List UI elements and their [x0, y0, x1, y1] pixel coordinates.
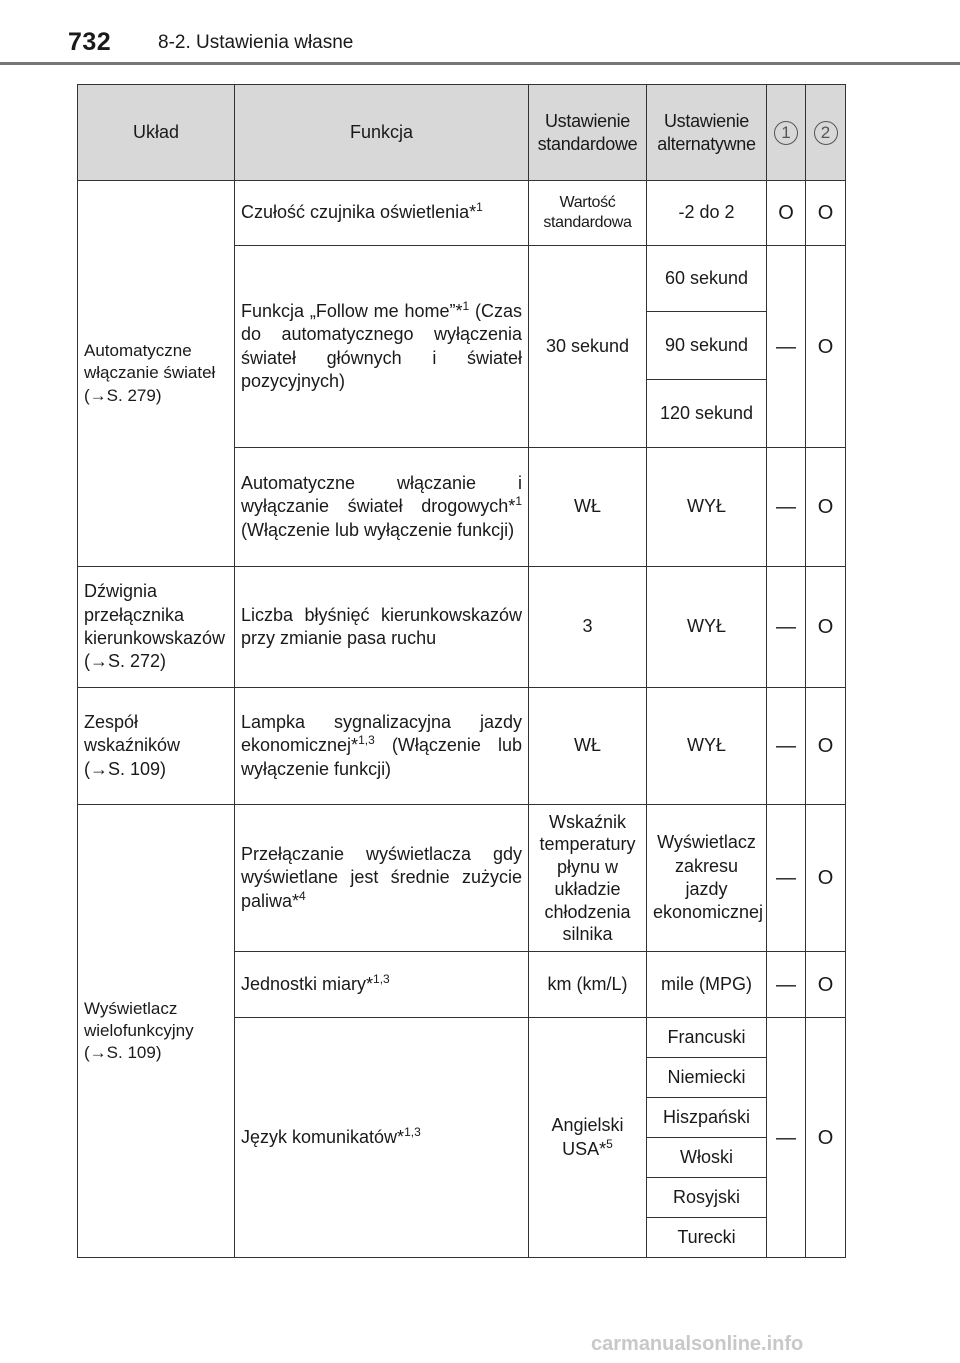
func-follow-me-home: Funkcja „Follow me home”*$^1$ (Czas do automatycznego wyłączenia świateł głównych i świateł pozycyjnych)	[235, 246, 529, 448]
category-mid: Wyświetlacz wielofunkcyjny (→S. 109)	[78, 805, 235, 1258]
default-language: Angielski USA*$^5$	[529, 1018, 647, 1258]
page-header	[0, 0, 960, 70]
default-lane-change-flashes: 3	[529, 567, 647, 688]
circled-number-2-icon: 2	[814, 121, 838, 145]
header-col2	[806, 85, 846, 181]
default-sensor: Wartość standardowa	[529, 181, 647, 246]
watermark: carmanualsonline.info	[591, 1333, 804, 1355]
category-auto-lights: Automatyczne włączanie świateł (→S. 279)	[78, 181, 235, 567]
mark-dash-icon: —	[767, 805, 806, 952]
mark-yes-icon: O	[806, 688, 846, 805]
arrow-icon: →	[89, 385, 107, 405]
section-title: 8-2. Ustawienia własne	[158, 32, 354, 53]
category-meter: Zespół wskaźników (→S. 109)	[78, 688, 235, 805]
table-row	[78, 688, 846, 805]
func-sensor: Czułość czujnika oświetlenia*$^1$	[235, 181, 529, 246]
default-follow-me-home: 30 sekund	[529, 246, 647, 448]
mark-dash-icon: —	[767, 448, 806, 567]
mark-yes-icon: O	[806, 181, 846, 246]
arrow-icon: →	[90, 651, 108, 672]
category-turn-signal: Dźwignia przełącznika kierunkowskazów (→S. 272)	[78, 567, 235, 688]
alt-language-tr: Turecki	[647, 1218, 767, 1258]
alt-language-es: Hiszpański	[647, 1098, 767, 1138]
header-system: Układ	[78, 85, 235, 181]
alt-display-switch: Wyświetlacz zakresu jazdy ekonomicznej	[647, 805, 767, 952]
mark-dash-icon: —	[767, 567, 806, 688]
table-header-row	[78, 85, 846, 181]
default-units: km (km/L)	[529, 952, 647, 1018]
settings-table	[77, 84, 846, 1258]
func-eco-indicator: Lampka sygnalizacyjna jazdy ekonomicznej*$^{1,3}$ (Włączenie lub wyłączenie funkcji)	[235, 688, 529, 805]
func-lane-change-flashes: Liczba błyśnięć kierunkowskazów przy zmianie pasa ruchu	[235, 567, 529, 688]
mark-yes-icon: O	[806, 805, 846, 952]
alt-follow-90: 90 sekund	[647, 312, 767, 380]
alt-units: mile (MPG)	[647, 952, 767, 1018]
alt-language-de: Niemiecki	[647, 1058, 767, 1098]
func-units: Jednostki miary*$^{1,3}$	[235, 952, 529, 1018]
alt-follow-60: 60 sekund	[647, 246, 767, 312]
mark-dash-icon: —	[767, 246, 806, 448]
header-col1	[767, 85, 806, 181]
table-row	[78, 567, 846, 688]
default-high-beam: WŁ	[529, 448, 647, 567]
mark-yes-icon: O	[806, 246, 846, 448]
header-default: Ustawienie standardowe	[529, 85, 647, 181]
circled-number-1-icon: 1	[774, 121, 798, 145]
alt-language-it: Włoski	[647, 1138, 767, 1178]
func-language: Język komunikatów*$^{1,3}$	[235, 1018, 529, 1258]
header-alternative: Ustawienie alternatywne	[647, 85, 767, 181]
mark-dash-icon: —	[767, 688, 806, 805]
alt-eco-indicator: WYŁ	[647, 688, 767, 805]
table-row	[78, 181, 846, 246]
page-number: 732	[68, 28, 112, 56]
header-function: Funkcja	[235, 85, 529, 181]
default-eco-indicator: WŁ	[529, 688, 647, 805]
default-display-switch: Wskaźnik temperatury płynu w układzie chłodzenia silnika	[529, 805, 647, 952]
mark-yes-icon: O	[806, 952, 846, 1018]
func-display-switch: Przełączanie wyświetlacza gdy wyświetlane jest średnie zużycie paliwa*$^4$	[235, 805, 529, 952]
mark-yes-icon: O	[806, 567, 846, 688]
alt-lane-change-flashes: WYŁ	[647, 567, 767, 688]
alt-sensor: -2 do 2	[647, 181, 767, 246]
alt-language-ru: Rosyjski	[647, 1178, 767, 1218]
func-high-beam: Automatyczne włączanie i wyłączanie świateł drogowych*$^1$ (Włączenie lub wyłączenie funkcji)	[235, 448, 529, 567]
mark-yes-icon: O	[767, 181, 806, 246]
mark-dash-icon: —	[767, 1018, 806, 1258]
arrow-icon: →	[89, 1043, 107, 1063]
table-row	[78, 805, 846, 952]
alt-high-beam: WYŁ	[647, 448, 767, 567]
header-divider	[0, 62, 960, 65]
mark-dash-icon: —	[767, 952, 806, 1018]
mark-yes-icon: O	[806, 448, 846, 567]
arrow-icon: →	[90, 758, 108, 779]
mark-yes-icon: O	[806, 1018, 846, 1258]
alt-follow-120: 120 sekund	[647, 380, 767, 448]
alt-language-fr: Francuski	[647, 1018, 767, 1058]
